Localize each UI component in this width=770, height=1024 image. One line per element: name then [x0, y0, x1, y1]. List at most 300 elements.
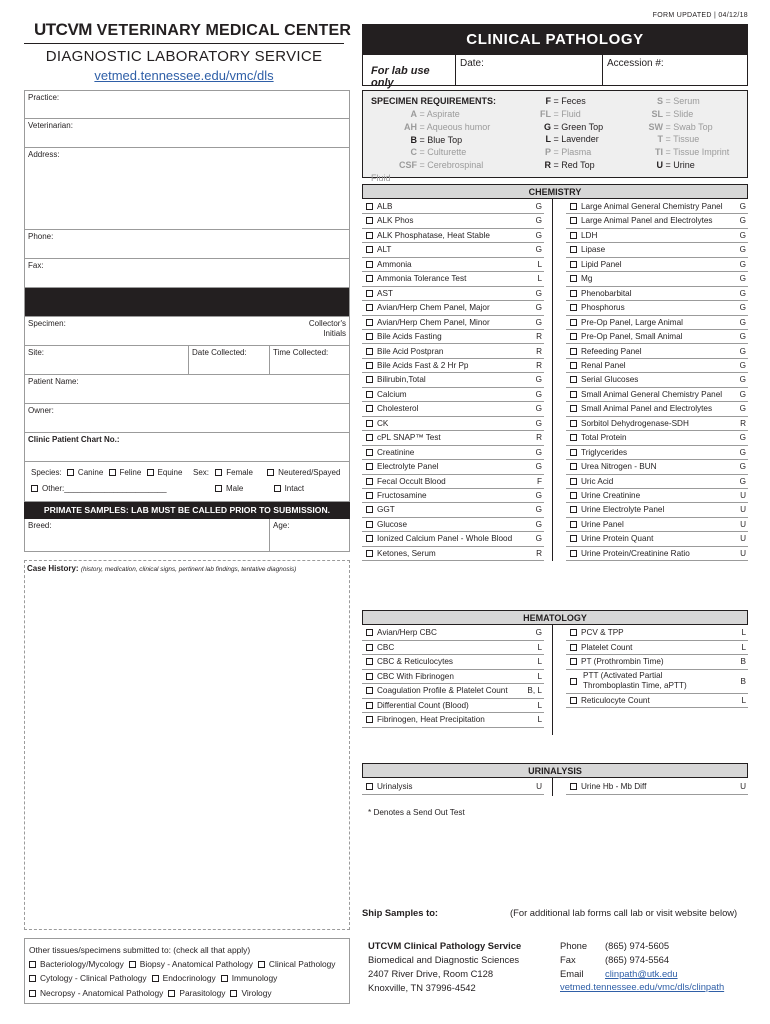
- test-checkbox[interactable]: [570, 783, 577, 790]
- test-checkbox[interactable]: [366, 702, 373, 709]
- test-checkbox[interactable]: [366, 449, 373, 456]
- test-name: Avian/Herp Chem Panel, Minor: [377, 317, 490, 327]
- veterinarian-field[interactable]: Veterinarian:: [24, 119, 350, 148]
- tissue-checkbox[interactable]: [221, 975, 228, 982]
- address-field[interactable]: Address:: [24, 148, 350, 230]
- test-name: Urine Panel: [581, 519, 624, 529]
- test-specimen-code: G: [739, 259, 746, 269]
- test-name: Coagulation Profile & Platelet Count: [377, 686, 508, 695]
- test-row[interactable]: [566, 243, 748, 257]
- test-row[interactable]: [362, 503, 544, 517]
- canine-checkbox[interactable]: [67, 469, 74, 476]
- test-checkbox[interactable]: [366, 246, 373, 253]
- test-checkbox[interactable]: [570, 521, 577, 528]
- tissue-label: Virology: [241, 987, 272, 998]
- logo-text: VETERINARY MEDICAL CENTER: [96, 22, 352, 39]
- test-name: ALT: [377, 245, 392, 255]
- address-line-2: Biomedical and Diagnostic Sciences: [368, 954, 520, 965]
- test-name: Calcium: [377, 389, 407, 399]
- test-row[interactable]: [362, 301, 544, 315]
- tissue-checkbox[interactable]: [230, 990, 237, 997]
- time-collected-field[interactable]: Time Collected:: [269, 346, 349, 374]
- tissue-checkbox[interactable]: [29, 975, 36, 982]
- specimen-code: F: [545, 96, 551, 106]
- accession-field[interactable]: Accession #:: [602, 55, 747, 85]
- test-row[interactable]: [566, 316, 748, 330]
- test-specimen-code: B: [740, 676, 746, 686]
- test-row[interactable]: [566, 532, 748, 546]
- test-specimen-code: L: [537, 700, 542, 710]
- test-name: Total Protein: [581, 433, 627, 443]
- other-checkbox[interactable]: [31, 485, 38, 492]
- test-specimen-code: G: [739, 433, 746, 443]
- test-specimen-code: L: [537, 274, 542, 284]
- clinpath-title: CLINICAL PATHOLOGY: [363, 25, 747, 55]
- specimen-code: B: [410, 134, 417, 145]
- test-checkbox[interactable]: [366, 506, 373, 513]
- fax-label: Fax: [560, 954, 576, 965]
- test-row[interactable]: [566, 330, 748, 344]
- address-line-1: UTCVM Clinical Pathology Service: [368, 940, 522, 951]
- test-row[interactable]: [362, 417, 544, 431]
- test-row[interactable]: [362, 431, 544, 445]
- test-specimen-code: G: [535, 230, 542, 240]
- test-name: Differential Count (Blood): [377, 700, 469, 710]
- test-checkbox[interactable]: [366, 405, 373, 412]
- test-checkbox[interactable]: [570, 492, 577, 499]
- breed-field[interactable]: Breed:: [28, 521, 52, 530]
- test-row[interactable]: [566, 200, 748, 214]
- test-checkbox[interactable]: [570, 506, 577, 513]
- owner-field[interactable]: Owner:: [24, 404, 350, 433]
- test-row[interactable]: [566, 272, 748, 286]
- test-row[interactable]: [566, 446, 748, 460]
- test-row[interactable]: [362, 532, 544, 546]
- test-name: Glucose: [377, 519, 408, 529]
- test-checkbox[interactable]: [570, 644, 577, 651]
- test-row[interactable]: [566, 547, 748, 561]
- test-specimen-code: G: [535, 216, 542, 226]
- fax-value: (865) 974-5564: [605, 954, 670, 965]
- test-row[interactable]: [566, 214, 748, 228]
- test-specimen-code: G: [739, 274, 746, 284]
- test-name: Bile Acid Postpran: [377, 346, 444, 356]
- test-checkbox[interactable]: [366, 261, 373, 268]
- test-name: Urine Creatinine: [581, 491, 641, 500]
- test-checkbox[interactable]: [570, 463, 577, 470]
- test-row[interactable]: [362, 460, 544, 474]
- test-row[interactable]: [566, 779, 748, 795]
- test-row[interactable]: [566, 655, 748, 670]
- test-checkbox[interactable]: [570, 275, 577, 282]
- practice-field[interactable]: Practice:: [24, 90, 350, 119]
- test-checkbox[interactable]: [570, 629, 577, 636]
- test-checkbox[interactable]: [366, 275, 373, 282]
- sex-label: Sex:: [193, 468, 210, 477]
- form-updated: FORM UPDATED | 04/12/18: [652, 12, 748, 19]
- test-checkbox[interactable]: [570, 405, 577, 412]
- test-row[interactable]: [566, 287, 748, 301]
- specimen-code-l: [523, 133, 623, 146]
- test-checkbox[interactable]: [366, 673, 373, 680]
- test-checkbox[interactable]: [570, 333, 577, 340]
- test-specimen-code: L: [741, 695, 746, 705]
- test-row[interactable]: [362, 200, 544, 214]
- test-specimen-code: G: [739, 288, 746, 298]
- test-specimen-code: G: [535, 303, 542, 313]
- test-checkbox[interactable]: [366, 521, 373, 528]
- collectors-label-2: Initials: [323, 329, 346, 338]
- test-row[interactable]: [566, 475, 748, 489]
- test-specimen-code: G: [739, 476, 746, 486]
- equine-checkbox[interactable]: [147, 469, 154, 476]
- test-specimen-code: L: [537, 657, 542, 666]
- ptt-line-2: Thromboplastin Time, aPTT): [583, 681, 687, 690]
- test-name: Urine Electrolyte Panel: [581, 505, 665, 515]
- test-row[interactable]: [566, 641, 748, 656]
- specimen-eq: =: [551, 121, 562, 132]
- test-row[interactable]: [362, 713, 544, 728]
- specimen-req-title: SPECIMEN REQUIREMENTS:: [371, 96, 497, 106]
- feline-checkbox[interactable]: [109, 469, 116, 476]
- feline-label: Feline: [119, 468, 142, 477]
- test-row[interactable]: [362, 489, 544, 503]
- test-row[interactable]: [362, 779, 544, 795]
- tissue-checkbox[interactable]: [29, 990, 36, 997]
- clinpath-web-link[interactable]: vetmed.tennessee.edu/vmc/dls/clinpath: [560, 981, 725, 992]
- specimen-code-a: [371, 108, 501, 121]
- test-checkbox[interactable]: [366, 420, 373, 427]
- test-name: Small Animal Panel and Electrolytes: [581, 404, 713, 414]
- test-specimen-code: G: [535, 628, 542, 637]
- test-specimen-code: G: [535, 317, 542, 327]
- test-specimen-code: R: [536, 360, 542, 370]
- test-row[interactable]: [362, 373, 544, 387]
- ship-address: [368, 939, 521, 995]
- test-checkbox[interactable]: [366, 658, 373, 665]
- test-checkbox[interactable]: [366, 290, 373, 297]
- specimen-code: T: [657, 134, 663, 145]
- fax-field[interactable]: Fax:: [24, 259, 350, 288]
- test-checkbox[interactable]: [366, 391, 373, 398]
- test-row[interactable]: [566, 258, 748, 272]
- test-specimen-code: F: [536, 476, 542, 486]
- specimen-eq: =: [417, 109, 427, 119]
- test-name: [566, 670, 748, 692]
- patient-name-field[interactable]: Patient Name:: [24, 375, 350, 404]
- test-row[interactable]: [566, 345, 748, 359]
- test-specimen-code: B, L: [527, 686, 542, 695]
- test-row[interactable]: [362, 258, 544, 272]
- intact-checkbox[interactable]: [274, 485, 281, 492]
- collectors-initials[interactable]: [309, 319, 346, 339]
- test-row[interactable]: [566, 694, 748, 709]
- specimen-label: Swab Top: [673, 121, 713, 132]
- test-specimen-code: G: [739, 346, 746, 356]
- specimen-label: Slide: [673, 108, 694, 119]
- specimen-field[interactable]: [24, 317, 350, 346]
- specimen-label: Red Top: [561, 159, 595, 170]
- case-history-hint: (history, medication, clinical signs, pertinent lab findings, tentative diagnosis): [80, 566, 297, 573]
- test-name: Fibrinogen, Heat Precipitation: [377, 715, 485, 724]
- specimen-code: C: [410, 147, 417, 158]
- specimen-code: G: [543, 121, 551, 132]
- test-row[interactable]: [362, 402, 544, 416]
- test-row[interactable]: [362, 699, 544, 714]
- tissue-checkbox[interactable]: [258, 961, 265, 968]
- test-name: AST: [377, 288, 393, 298]
- primate-warning: PRIMATE SAMPLES: LAB MUST BE CALLED PRIOR TO SUBMISSION.: [24, 502, 350, 519]
- specimen-code-s: [627, 95, 747, 108]
- ship-label: Ship Samples to:: [362, 907, 439, 918]
- test-checkbox[interactable]: [366, 304, 373, 311]
- test-specimen-code: U: [740, 505, 746, 515]
- specimen-code: TI: [655, 147, 663, 158]
- test-checkbox[interactable]: [366, 362, 373, 369]
- specimen-code-ah: [371, 121, 501, 134]
- test-row[interactable]: [362, 388, 544, 402]
- test-row[interactable]: [362, 243, 544, 257]
- chart-no-field[interactable]: Clinic Patient Chart No.:: [24, 433, 350, 462]
- test-specimen-code: U: [740, 534, 746, 544]
- website-link[interactable]: vetmed.tennessee.edu/vmc/dls: [94, 68, 274, 83]
- test-checkbox[interactable]: [570, 478, 577, 485]
- date-collected-field[interactable]: Date Collected:: [188, 346, 269, 374]
- test-checkbox[interactable]: [366, 376, 373, 383]
- test-specimen-code: R: [536, 332, 542, 342]
- logo: [34, 20, 351, 40]
- test-specimen-code: L: [537, 259, 542, 269]
- test-row[interactable]: [566, 460, 748, 474]
- specimen-code: U: [656, 159, 663, 170]
- test-row[interactable]: [362, 345, 544, 359]
- test-row[interactable]: [566, 489, 748, 503]
- test-name: Fecal Occult Blood: [377, 476, 446, 486]
- test-row[interactable]: [362, 330, 544, 344]
- test-name: Ammonia: [377, 259, 412, 269]
- test-name: Sorbitol Dehydrogenase-SDH: [581, 418, 689, 428]
- test-name: Urine Protein/Creatinine Ratio: [581, 548, 690, 558]
- test-row[interactable]: [362, 214, 544, 228]
- test-name: Phosphorus: [581, 303, 625, 313]
- email-label: Email: [560, 968, 584, 979]
- contact-values: [605, 939, 678, 981]
- test-row[interactable]: [566, 670, 748, 694]
- specimen-code-sl: [627, 108, 747, 121]
- test-checkbox[interactable]: [366, 319, 373, 326]
- test-specimen-code: B: [740, 657, 746, 666]
- test-name: Large Animal Panel and Electrolytes: [581, 216, 713, 226]
- logo-mark: UTCVM: [34, 20, 92, 39]
- test-row[interactable]: [362, 547, 544, 561]
- specimen-label: Tissue Imprint: [673, 147, 730, 158]
- test-name: Uric Acid: [581, 476, 614, 486]
- test-name: Small Animal General Chemistry Panel: [581, 389, 723, 399]
- other-tissues-line2: [29, 971, 349, 985]
- test-row[interactable]: [566, 359, 748, 373]
- test-checkbox[interactable]: [366, 478, 373, 485]
- test-row[interactable]: [362, 272, 544, 286]
- test-checkbox[interactable]: [570, 550, 577, 557]
- test-checkbox[interactable]: [366, 333, 373, 340]
- test-checkbox[interactable]: [570, 420, 577, 427]
- test-name: PT (Prothrombin Time): [581, 657, 664, 666]
- test-row[interactable]: [566, 402, 748, 416]
- test-checkbox[interactable]: [570, 678, 577, 685]
- test-name: PCV & TPP: [581, 628, 624, 637]
- clinpath-box: [362, 24, 748, 89]
- test-row[interactable]: [566, 373, 748, 387]
- other-label[interactable]: Other:_______________________: [42, 484, 167, 493]
- test-row[interactable]: [362, 670, 544, 685]
- test-checkbox[interactable]: [570, 535, 577, 542]
- specimen-eq: =: [551, 108, 562, 119]
- neutered-checkbox[interactable]: [267, 469, 274, 476]
- ptt-line-1: PTT (Activated Partial: [583, 670, 663, 680]
- test-row[interactable]: [566, 301, 748, 315]
- test-checkbox[interactable]: [366, 463, 373, 470]
- column-divider: [552, 625, 553, 735]
- test-row[interactable]: [566, 388, 748, 402]
- male-checkbox[interactable]: [215, 485, 222, 492]
- site-field[interactable]: Site:: [28, 348, 45, 357]
- test-row[interactable]: [362, 626, 544, 641]
- test-checkbox[interactable]: [366, 783, 373, 790]
- specimen-label: Blue Top: [427, 134, 463, 145]
- chemistry-section: [362, 184, 748, 561]
- specimen-code: L: [545, 134, 551, 145]
- test-row[interactable]: [362, 359, 544, 373]
- test-specimen-code: L: [537, 671, 542, 681]
- specimen-code-r: [523, 159, 623, 172]
- test-checkbox[interactable]: [570, 391, 577, 398]
- test-name: Mg: [581, 274, 593, 284]
- test-row[interactable]: [362, 287, 544, 301]
- test-row[interactable]: [362, 641, 544, 656]
- tissue-checkbox[interactable]: [29, 961, 36, 968]
- test-checkbox[interactable]: [366, 716, 373, 723]
- test-row[interactable]: [362, 684, 544, 699]
- specimen-eq: =: [417, 160, 428, 171]
- test-checkbox[interactable]: [366, 203, 373, 210]
- test-name: Fructosamine: [377, 491, 427, 500]
- canine-label: Canine: [77, 468, 104, 477]
- test-row[interactable]: [362, 475, 544, 489]
- test-checkbox[interactable]: [570, 376, 577, 383]
- test-name: Large Animal General Chemistry Panel: [581, 202, 723, 211]
- test-checkbox[interactable]: [570, 434, 577, 441]
- test-name: Phenobarbital: [581, 288, 632, 298]
- other-tissues-line3: [29, 986, 349, 1000]
- phone-field[interactable]: Phone:: [24, 230, 350, 259]
- intact-label: Intact: [284, 484, 305, 493]
- other-species: [31, 484, 167, 493]
- specimen-code-t: [627, 133, 747, 146]
- date-field[interactable]: Date:: [455, 55, 602, 85]
- test-checkbox[interactable]: [570, 658, 577, 665]
- black-band: [24, 288, 350, 317]
- test-row[interactable]: [566, 518, 748, 532]
- test-name: LDH: [581, 230, 598, 240]
- specimen-label: Aspirate: [426, 109, 460, 119]
- test-checkbox[interactable]: [570, 697, 577, 704]
- test-row[interactable]: [362, 446, 544, 460]
- test-checkbox[interactable]: [570, 304, 577, 311]
- test-checkbox[interactable]: [570, 261, 577, 268]
- tissue-checkbox[interactable]: [129, 961, 136, 968]
- test-checkbox[interactable]: [366, 492, 373, 499]
- test-name: Bile Acids Fast & 2 Hr Pp: [377, 360, 469, 370]
- case-history-field[interactable]: [24, 560, 350, 930]
- test-row[interactable]: [362, 518, 544, 532]
- test-checkbox[interactable]: [570, 203, 577, 210]
- test-checkbox[interactable]: [366, 687, 373, 694]
- test-row[interactable]: [566, 503, 748, 517]
- test-checkbox[interactable]: [570, 319, 577, 326]
- test-specimen-code: G: [739, 360, 746, 370]
- test-checkbox[interactable]: [570, 232, 577, 239]
- specimen-label: Cerebrospinal Fluid: [371, 160, 484, 183]
- test-checkbox[interactable]: [570, 290, 577, 297]
- email-link[interactable]: clinpath@utk.edu: [605, 968, 678, 979]
- test-specimen-code: L: [537, 642, 542, 652]
- test-checkbox[interactable]: [366, 232, 373, 239]
- test-checkbox[interactable]: [366, 535, 373, 542]
- test-checkbox[interactable]: [570, 348, 577, 355]
- send-out-note: * Denotes a Send Out Test: [368, 808, 465, 817]
- test-checkbox[interactable]: [570, 449, 577, 456]
- test-row[interactable]: [566, 626, 748, 641]
- tissue-checkbox[interactable]: [152, 975, 159, 982]
- case-history-label: Case History:: [27, 564, 79, 573]
- female-checkbox[interactable]: [215, 469, 222, 476]
- test-specimen-code: L: [537, 715, 542, 724]
- test-row[interactable]: [362, 316, 544, 330]
- tissue-checkbox[interactable]: [168, 990, 175, 997]
- test-name: GGT: [377, 505, 395, 515]
- test-name: Ionized Calcium Panel - Whole Blood: [377, 534, 513, 544]
- test-checkbox[interactable]: [570, 246, 577, 253]
- specimen-code-p: [523, 146, 623, 159]
- test-specimen-code: U: [536, 782, 542, 791]
- specimen-label: Feces: [561, 96, 586, 106]
- test-row[interactable]: [566, 431, 748, 445]
- test-checkbox[interactable]: [366, 348, 373, 355]
- other-tissues-box: [24, 938, 350, 1004]
- test-specimen-code: G: [535, 418, 542, 428]
- test-name: Reticulocyte Count: [581, 695, 650, 705]
- test-checkbox[interactable]: [366, 434, 373, 441]
- tissue-label: Immunology: [231, 973, 278, 984]
- test-name: Refeeding Panel: [581, 346, 642, 356]
- specimen-eq: =: [663, 108, 674, 119]
- specimen-label: Aqueous humor: [426, 121, 491, 132]
- test-row[interactable]: [362, 229, 544, 243]
- test-checkbox[interactable]: [366, 629, 373, 636]
- test-row[interactable]: [566, 417, 748, 431]
- test-checkbox[interactable]: [366, 550, 373, 557]
- test-checkbox[interactable]: [570, 217, 577, 224]
- test-row[interactable]: [566, 229, 748, 243]
- divider: [24, 43, 344, 44]
- test-row[interactable]: [362, 655, 544, 670]
- tissue-label: Biopsy - Anatomical Pathology: [139, 959, 253, 970]
- test-checkbox[interactable]: [366, 217, 373, 224]
- test-checkbox[interactable]: [366, 644, 373, 651]
- site-row: [24, 346, 350, 375]
- test-checkbox[interactable]: [570, 362, 577, 369]
- age-field[interactable]: Age:: [269, 519, 349, 551]
